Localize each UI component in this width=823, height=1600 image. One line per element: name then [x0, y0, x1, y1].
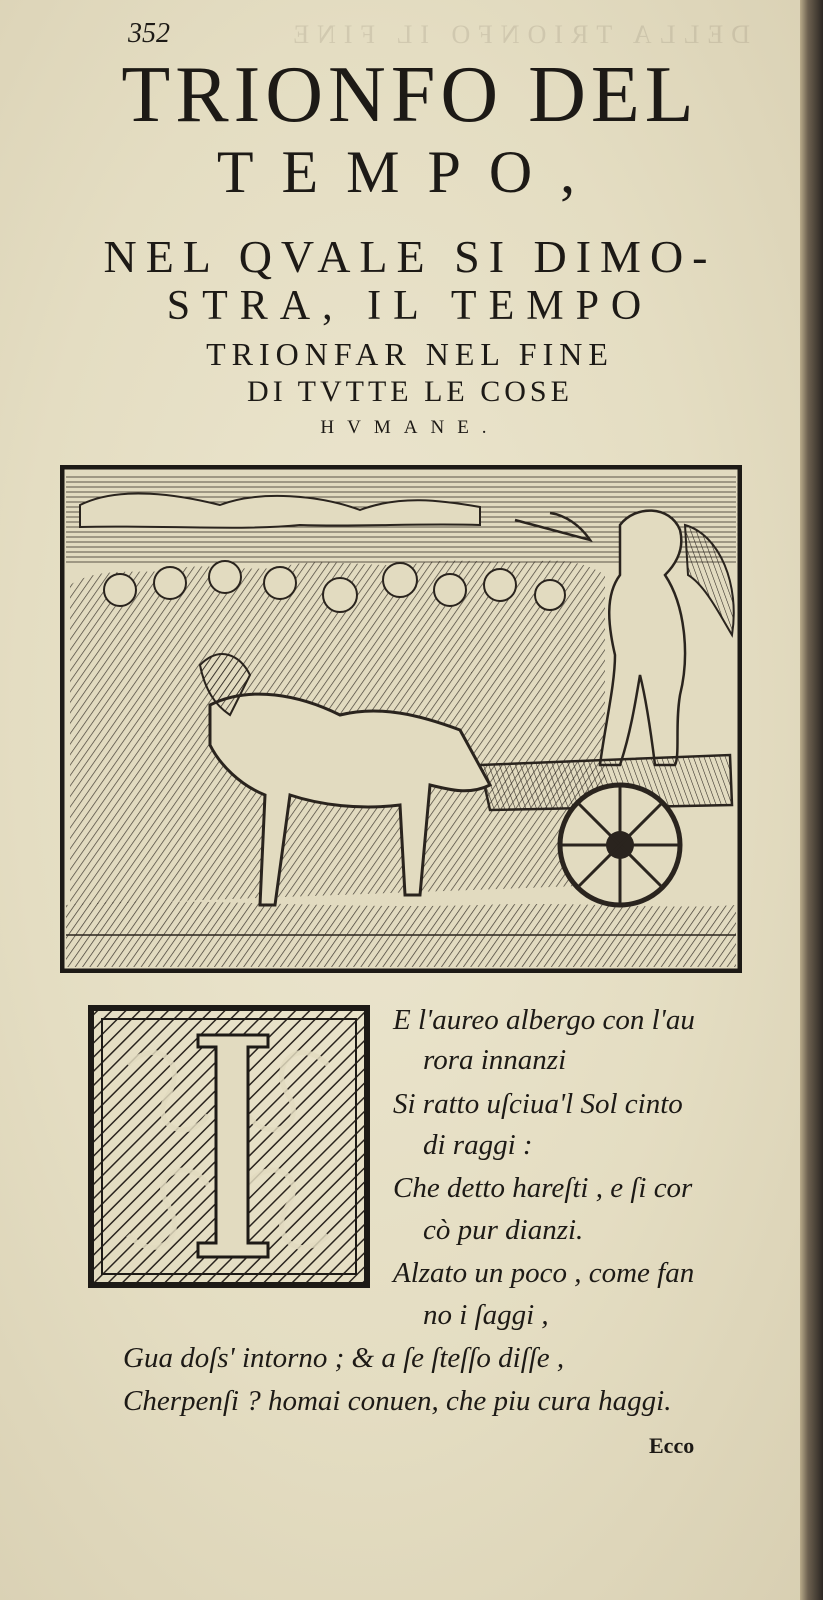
verse-line: di raggi :	[423, 1129, 533, 1161]
verse-line: E l'aureo albergo con l'au	[393, 1004, 695, 1036]
title-line-5: TRIONFAR NEL FINE	[206, 336, 614, 372]
title-line-2: TEMPO,	[216, 139, 604, 205]
title-line-4: STRA, IL TEMPO	[166, 283, 654, 329]
title-line-1: TRIONFO DEL	[121, 51, 699, 139]
verse-line: Gua doſs' intorno ; & a ſe ſteſſo diſſe ,	[123, 1342, 565, 1374]
verse-line: no i ſaggi ,	[423, 1299, 549, 1331]
verse-line: Alzato un poco , come fan	[393, 1257, 695, 1289]
verse-line: rora innanzi	[423, 1044, 567, 1076]
verse-line: Cherpenſi ? homai conuen, che piu cura haggi.	[123, 1385, 672, 1417]
verse-line: Si ratto uſciua'l Sol cinto	[393, 1088, 683, 1120]
catchword: Ecco	[649, 1433, 695, 1458]
verse-line: Che detto hareſti , e ſi cor	[393, 1172, 693, 1204]
title-line-7: HVMANE.	[320, 417, 500, 438]
page-number: 352	[128, 18, 170, 49]
show-through-text: DELLA TRIONFO IL FINE	[285, 20, 750, 49]
ornamental-initial-icon	[88, 1005, 370, 1288]
title-line-6: DI TVTTE LE COSE	[247, 375, 573, 408]
title-line-3: NEL QVALE SI DIMO-	[103, 231, 717, 282]
verse-line: cò pur dianzi.	[423, 1214, 584, 1246]
page-edge-shadow	[800, 0, 823, 1600]
woodcut-illustration	[60, 465, 742, 973]
